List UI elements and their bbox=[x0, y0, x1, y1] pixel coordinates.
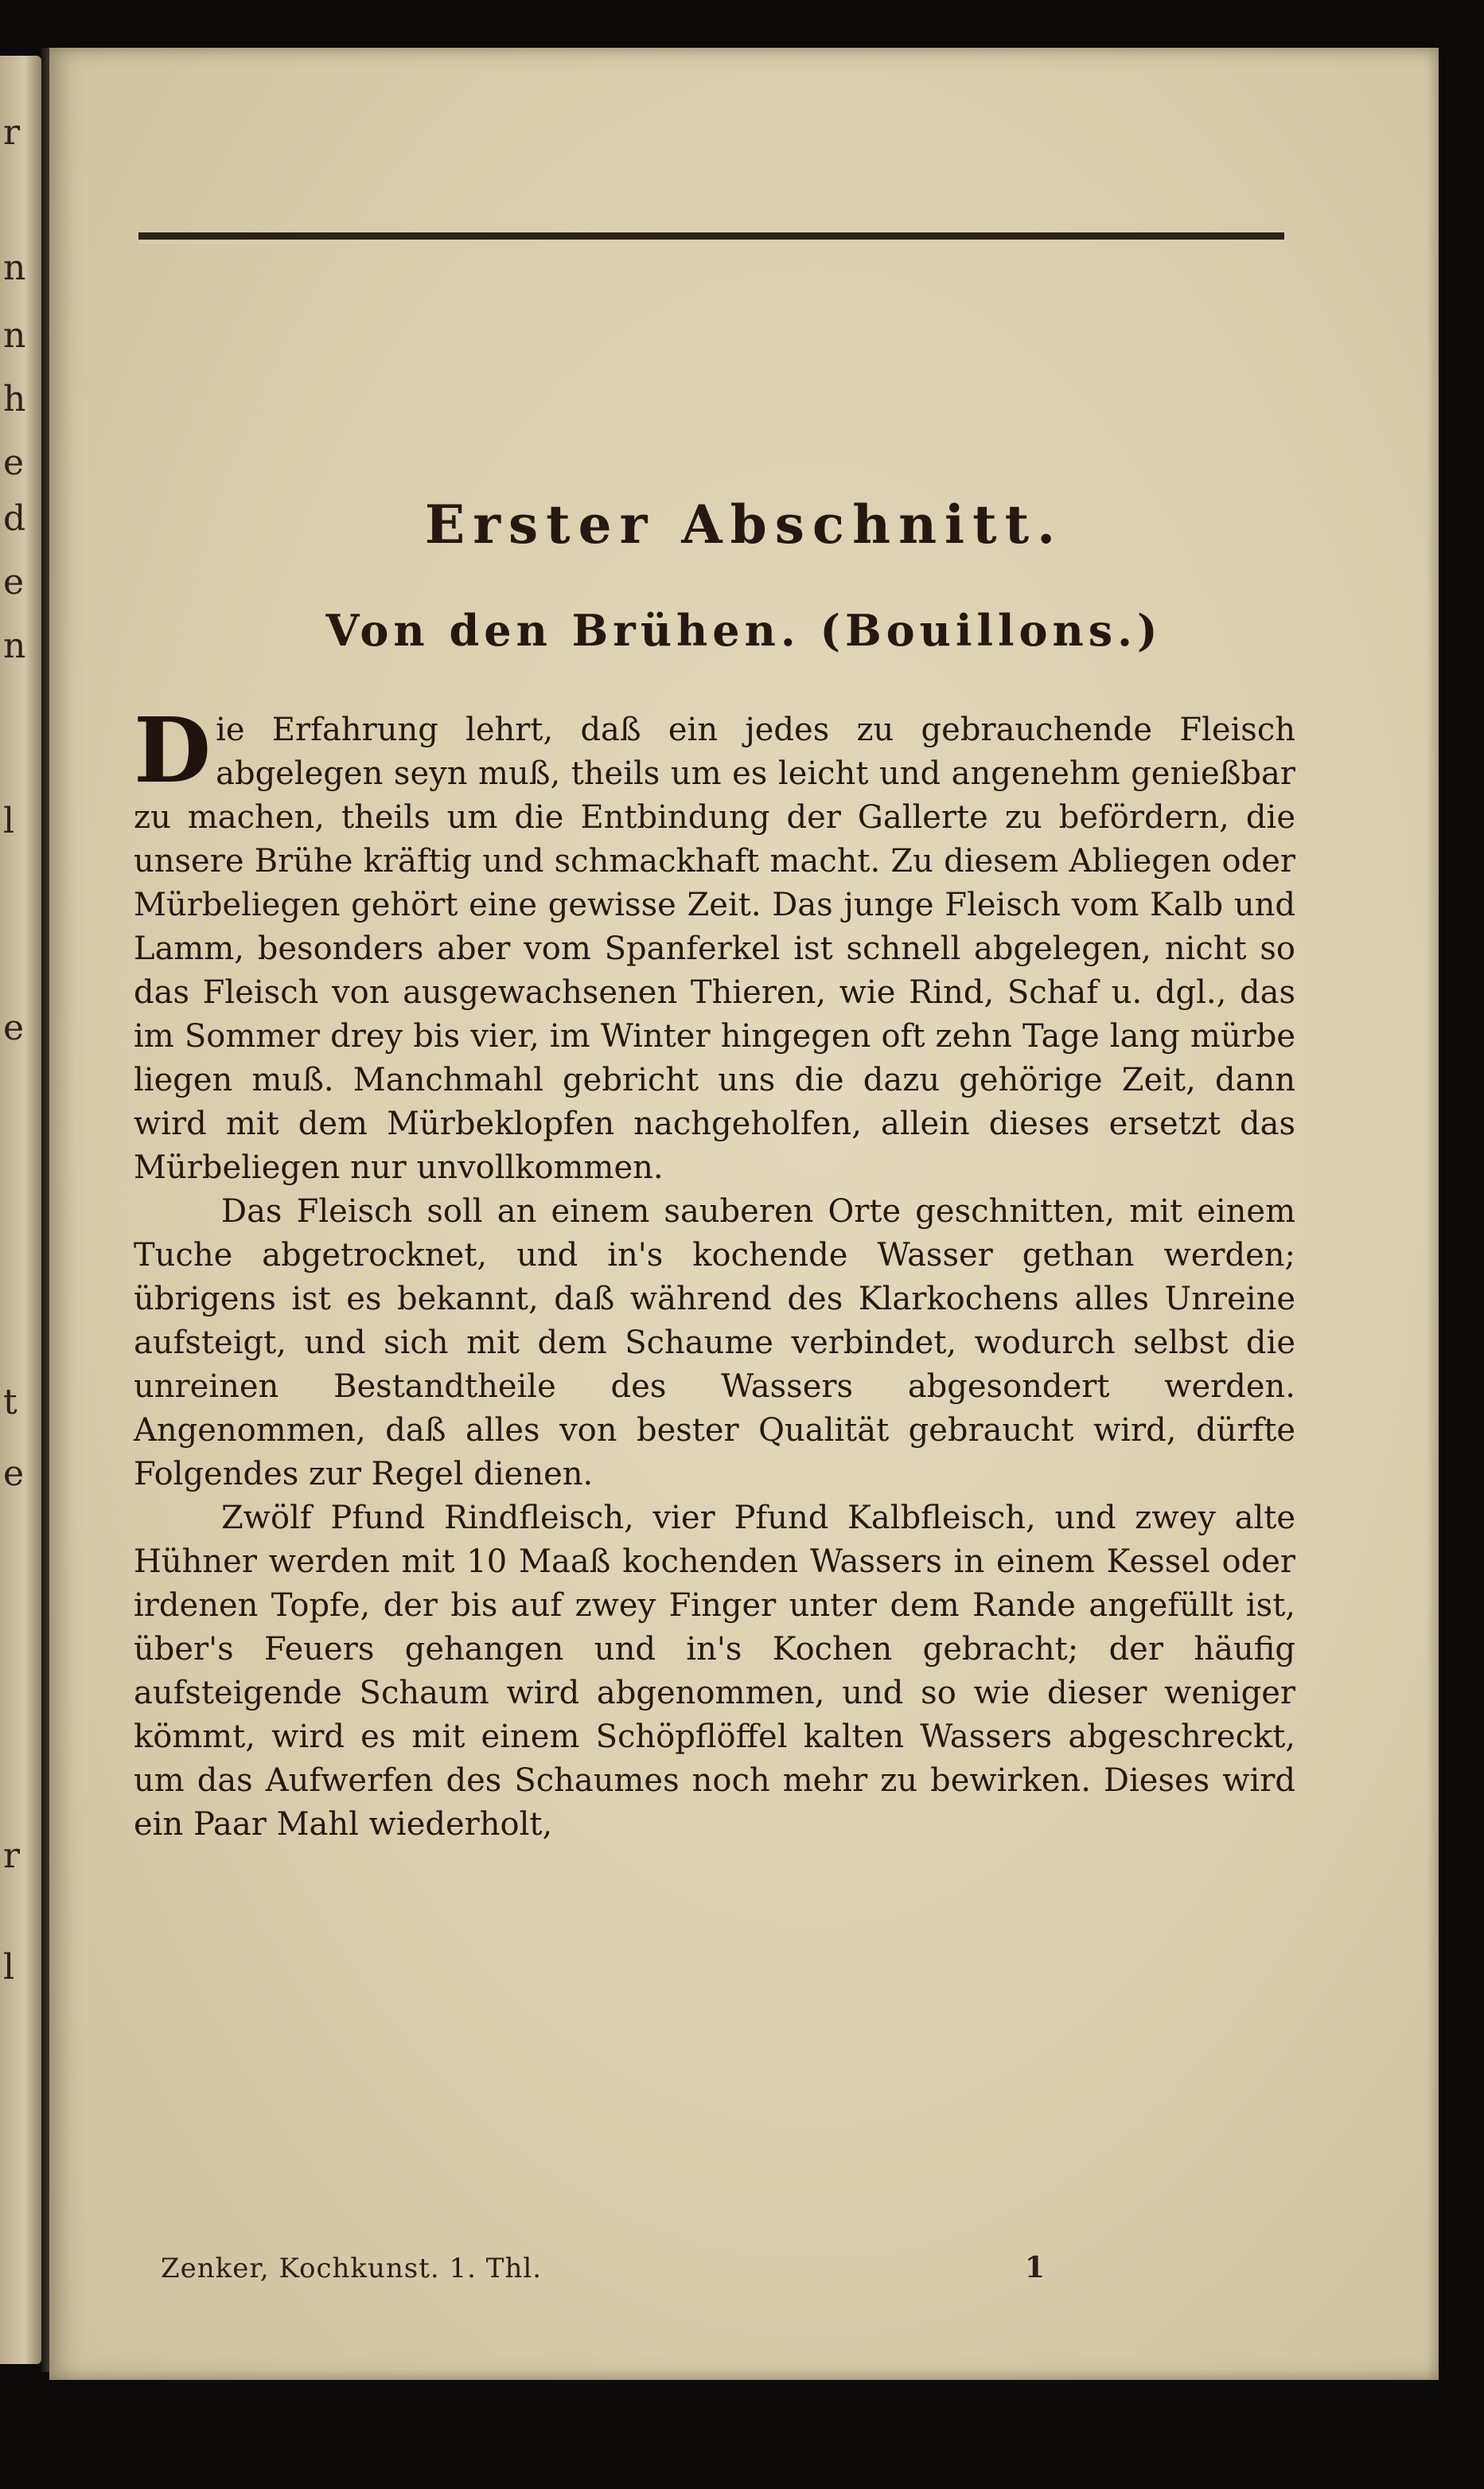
section-subtitle: Von den Brühen. (Bouillons.) bbox=[325, 605, 1163, 656]
facing-page-fragment: r bbox=[3, 1836, 21, 1876]
facing-page-fragment: e bbox=[3, 1008, 25, 1048]
body-text bbox=[134, 699, 1295, 1847]
facing-page-fragment: n bbox=[3, 626, 26, 666]
printer-signature-line: Zenker, Kochkunst. 1. Thl. bbox=[161, 2253, 543, 2284]
facing-page-edge bbox=[0, 56, 41, 2364]
facing-page-fragment: t bbox=[3, 1382, 18, 1422]
drop-cap: D bbox=[134, 699, 212, 803]
facing-page-fragment: h bbox=[3, 379, 26, 419]
book-page bbox=[49, 48, 1439, 2380]
facing-page-fragment: e bbox=[3, 443, 25, 483]
facing-page-fragment: r bbox=[3, 112, 21, 153]
facing-page-fragment: e bbox=[3, 1453, 25, 1494]
facing-page-fragment: e bbox=[3, 562, 25, 603]
facing-page-fragment: d bbox=[3, 498, 26, 539]
facing-page-fragment: l bbox=[3, 801, 15, 841]
facing-page-fragment: n bbox=[3, 248, 26, 288]
section-title: Erster Abschnitt. bbox=[424, 494, 1064, 556]
header-rule-gap bbox=[138, 241, 1284, 244]
paragraph-3: Zwölf Pfund Rindfleisch, vier Pfund Kalbfleisch, und zwey alte Hühner werden mit 10 Maaß kochenden Wassers in einem Kessel oder irdenen Topfe, der bis auf zwey Finger unter dem Rande angefüllt ist, über's Feuers gehangen und in's Kochen gebracht; der häufig aufsteigende Schaum wird abgenommen, und so wie dieser weniger kömmt, wird es mit einem Schöpflöffel kalten Wassers abgeschreckt, um das Aufwerfen des Schaumes noch mehr zu bewirken. Dieses wird ein Paar Mahl wiederholt, bbox=[134, 1500, 1295, 1843]
paragraph-2: Das Fleisch soll an einem sauberen Orte geschnitten, mit einem Tuche abgetrocknet, und in's kochende Wasser gethan werden; übrigens ist es bekannt, daß während des Klarkochens alles Unreine aufsteigt, und sich mit dem Schaume verbindet, wodurch selbst die unreinen Bestandtheile des Wassers abgesondert werden. Angenommen, daß alles von bester Qualität gebraucht wird, dürfte Folgendes zur Regel dienen. bbox=[134, 1193, 1295, 1492]
facing-page-fragment: n bbox=[3, 315, 26, 356]
sheet-number: 1 bbox=[1025, 2251, 1046, 2284]
paragraph-1-text: ie Erfahrung lehrt, daß ein jedes zu gebrauchende Fleisch abgelegen seyn muß, theils um es leicht und angenehm genießbar zu machen, theils um die Entbindung der Gallerte zu befördern, die unsere Brühe kräftig und schmackhaft macht. Zu diesem Abliegen oder Mürbeliegen gehört eine gewisse Zeit. Das junge Fleisch vom Kalb und Lamm, besonders aber vom Spanferkel ist schnell abgelegen, nicht so das Fleisch von ausgewachsenen Thieren, wie Rind, Schaf u. dgl., das im Sommer drey bis vier, im Winter hingegen oft zehn Tage lang mürbe liegen muß. Manchmahl gebricht uns die dazu gehörige Zeit, dann wird mit dem Mürbeklopfen nachgeholfen, allein dieses ersetzt das Mürbeliegen nur unvollkommen. bbox=[134, 712, 1295, 1186]
paragraph-1 bbox=[134, 699, 1295, 1190]
facing-page-fragment: l bbox=[3, 1947, 15, 1988]
